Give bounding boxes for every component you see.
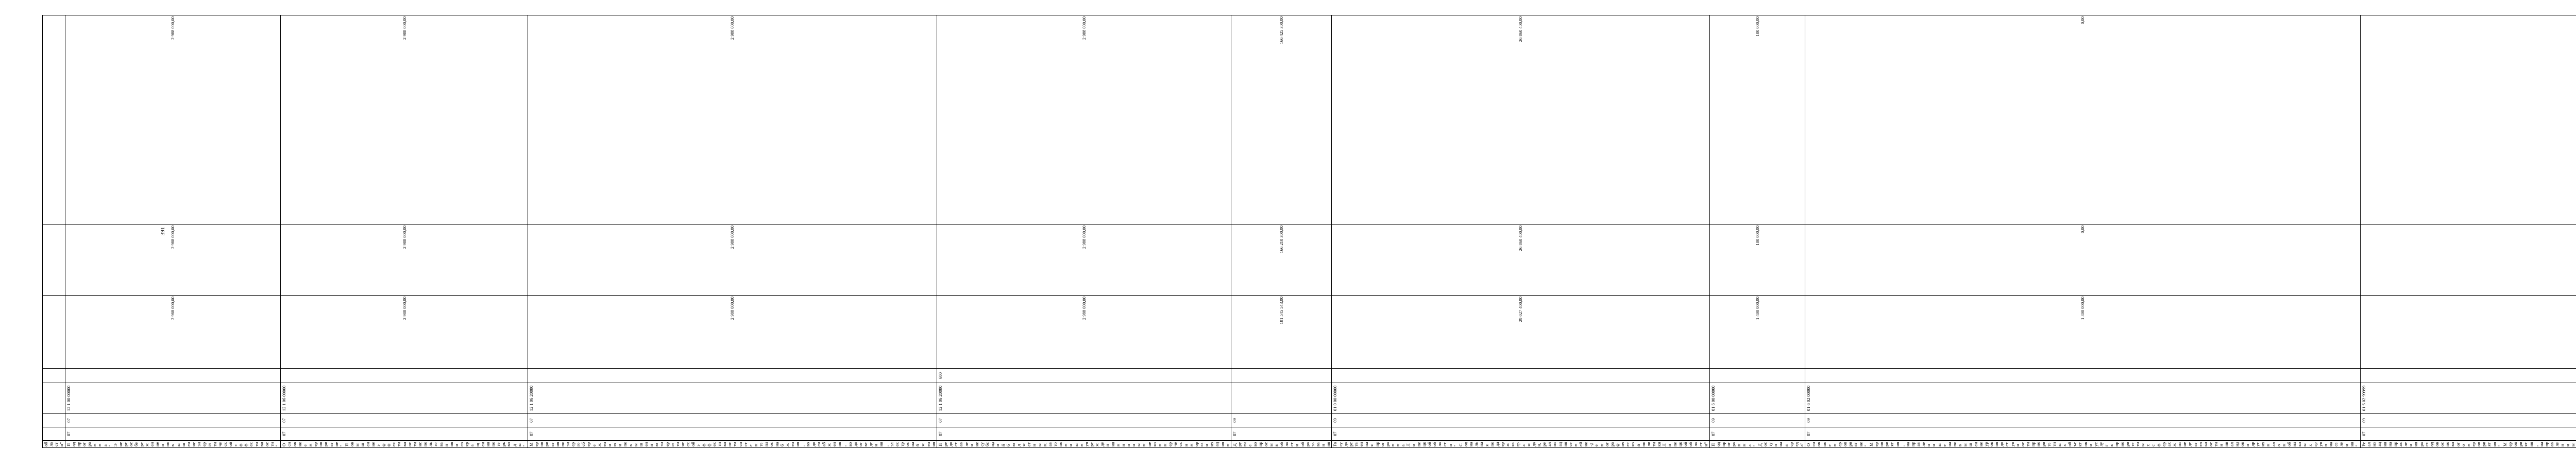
section-code: 07: [281, 427, 528, 441]
year2-amount: 26 860 400,00: [1332, 225, 1709, 296]
year1-amount: 181 545 543,00: [1231, 296, 1332, 369]
year3-amount: 166 425 300,00: [1231, 15, 1332, 225]
year2-amount: 2 988 000,00: [528, 225, 937, 296]
target-article-code: 12 1 06 00000: [281, 383, 528, 414]
expense-type-code: [1231, 369, 1332, 383]
subsection-code: 07: [281, 414, 528, 427]
table-row: [1332, 15, 1709, 448]
subsection-code: 09: [1231, 414, 1332, 427]
expense-type-code: [528, 369, 937, 383]
table-row: [937, 15, 1231, 448]
year1-amount: 1 300 000,00: [1805, 296, 2361, 369]
subsection-code: 09: [1332, 414, 1709, 427]
table-row: [528, 15, 937, 448]
item-name: Реализация направления расходов основного мероприятия "Мероприятия, направленны: [2361, 441, 2576, 448]
target-article-code: 12 1 06 20080: [528, 383, 937, 414]
table-row: [65, 15, 281, 448]
year2-amount: 2 988 000,00: [65, 225, 281, 296]
item-name: Основное мероприятие "Повышение эффективности использования и сокращения потерь воды": [281, 441, 528, 448]
table-body: [43, 15, 2576, 448]
year3-amount: 26 860 400,00: [1332, 15, 1709, 225]
year3-amount: 2 988 000,00: [528, 15, 937, 225]
expense-type-code: [1332, 369, 1709, 383]
year2-amount: 2 988 000,00: [937, 225, 1231, 296]
year2-amount: 0,00: [1805, 225, 2361, 296]
item-name: Предоставление субсидий бюджетным, автономным учреждениям и иным некоммерческим организациям: [937, 441, 1231, 448]
year3-amount: [2361, 15, 2576, 225]
item-name: Мероприятия по энергосбережению и повышению энергетической эффективности систем теплоснабжения, водоснабжения, водоотведения, электроснабжения: [528, 441, 937, 448]
target-article-code: 12 1 00 00000: [65, 383, 281, 414]
expense-type-code: 600: [937, 369, 1231, 383]
table-row: [2361, 15, 2576, 448]
target-article-code: [1231, 383, 1332, 414]
table-row: [1709, 15, 1805, 448]
year2-amount: 166 210 300,00: [1231, 225, 1332, 296]
year2-amount: 2 988 000,00: [281, 225, 528, 296]
target-article-code: 01 6 02 00000: [1805, 383, 2361, 414]
section-code: 07: [937, 427, 1231, 441]
item-name: Государственная программа Липецкой области "Социальная поддержка граждан, реализация семейно-демографической политики Липецкой области": [1332, 441, 1709, 448]
year3-amount: 0,00: [1805, 15, 2361, 225]
subsection-code: 09: [1805, 414, 2361, 427]
year1-amount: [43, 296, 65, 369]
item-name: Основное мероприятие "Мероприятия, направленные на повышение уровня доступности приоритетных объектов и услуг в приоритетных сферах жизнедеятельности инвалидов и других маломобильных групп населения": [1805, 441, 2361, 448]
year1-amount: 2 988 000,00: [937, 296, 1231, 369]
target-article-code: 01 0 00 00000: [1332, 383, 1709, 414]
subsection-code: 07: [937, 414, 1231, 427]
page-number: 391: [160, 227, 166, 236]
target-article-code: [43, 383, 65, 414]
year2-amount: 100 000,00: [1709, 225, 1805, 296]
year3-amount: 100 000,00: [1709, 15, 1805, 225]
table-row: [1231, 15, 1332, 448]
subsection-code: 09: [2361, 414, 2576, 427]
year3-amount: 2 988 000,00: [937, 15, 1231, 225]
item-name: области": [43, 441, 65, 448]
year1-amount: 2 988 000,00: [65, 296, 281, 369]
year1-amount: [2361, 296, 2576, 369]
subsection-code: 07: [528, 414, 937, 427]
expense-type-code: [1709, 369, 1805, 383]
item-name: Другие вопросы в области образования: [1231, 441, 1332, 448]
year1-amount: 2 988 000,00: [528, 296, 937, 369]
table-row: [1805, 15, 2361, 448]
table-row: [281, 15, 528, 448]
section-code: 07: [1332, 427, 1709, 441]
year3-amount: [43, 15, 65, 225]
table-row: [43, 15, 65, 448]
rotated-table-wrapper: [42, 15, 2575, 448]
year1-amount: 2 988 000,00: [281, 296, 528, 369]
item-name: Подпрограмма "Энергосбережение и повышение энергетической эффективности": [65, 441, 281, 448]
subsection-code: 09: [1709, 414, 1805, 427]
year1-amount: 29 027 400,00: [1332, 296, 1709, 369]
subsection-code: [43, 414, 65, 427]
budget-table: [42, 15, 2576, 448]
year2-amount: [43, 225, 65, 296]
year2-amount: [2361, 225, 2576, 296]
expense-type-code: [43, 369, 65, 383]
subsection-code: 07: [65, 414, 281, 427]
section-code: 07: [1805, 427, 2361, 441]
section-code: 07: [1709, 427, 1805, 441]
year3-amount: 2 988 000,00: [65, 15, 281, 225]
item-name: Подпрограмма "Доступная среда": [1709, 441, 1805, 448]
target-article-code: 01 6 02 99999: [2361, 383, 2576, 414]
target-article-code: 01 6 00 00000: [1709, 383, 1805, 414]
year1-amount: 1 400 000,00: [1709, 296, 1805, 369]
section-code: 07: [65, 427, 281, 441]
section-code: [43, 427, 65, 441]
section-code: 07: [2361, 427, 2576, 441]
expense-type-code: [281, 369, 528, 383]
section-code: 07: [1231, 427, 1332, 441]
section-code: 07: [528, 427, 937, 441]
expense-type-code: [65, 369, 281, 383]
expense-type-code: [2361, 369, 2576, 383]
year3-amount: 2 988 000,00: [281, 15, 528, 225]
target-article-code: 12 1 06 20080: [937, 383, 1231, 414]
expense-type-code: [1805, 369, 2361, 383]
